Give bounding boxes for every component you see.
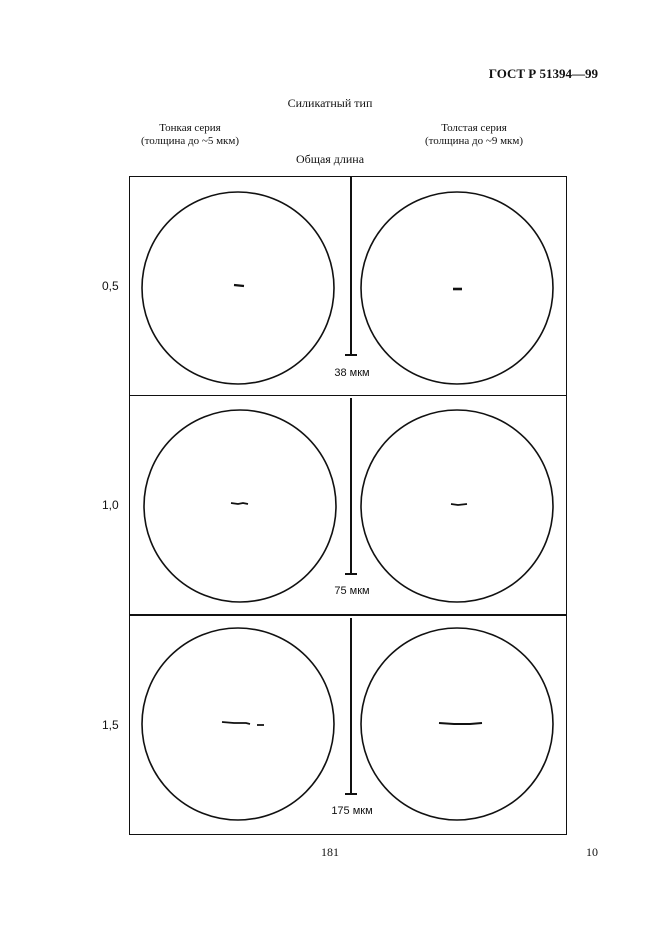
- row-label-1-0: 1,0: [102, 498, 119, 512]
- panel-drawing: [130, 396, 566, 614]
- thick-fiber-mark: [451, 504, 467, 505]
- thick-fiber-mark: [439, 723, 482, 724]
- thick-series-note: (толщина до ~9 мкм): [424, 135, 524, 147]
- thin-series-name: Тонкая серия: [159, 122, 221, 134]
- page-number: 181: [321, 845, 339, 859]
- row-label-1-5: 1,5: [102, 718, 119, 732]
- panel-drawing: [130, 616, 566, 834]
- figure-subtitle: Общая длина: [295, 152, 365, 166]
- thin-fiber-mark: [222, 722, 264, 725]
- thick-series-heading: [384, 122, 564, 148]
- sheet-number: 10: [586, 845, 598, 859]
- thin-field-circle: [142, 628, 334, 820]
- thick-field-circle: [361, 410, 553, 602]
- thick-series-name: Толстая серия: [441, 122, 507, 134]
- panel-row-0-5: [129, 176, 567, 396]
- panel-drawing: [130, 177, 566, 395]
- thin-field-circle: [144, 410, 336, 602]
- figure-title: Силикатный тип: [287, 96, 373, 110]
- scale-label: 38 мкм: [334, 367, 370, 379]
- thin-field-circle: [142, 192, 334, 384]
- row-label-0-5: 0,5: [102, 279, 119, 293]
- scale-label: 75 мкм: [334, 585, 370, 597]
- standard-number: ГОСТ Р 51394—99: [488, 66, 598, 81]
- thin-fiber-mark: [234, 285, 244, 286]
- comparison-grid: [129, 176, 567, 836]
- panel-row-1-5: [129, 615, 567, 835]
- panel-row-1-0: [129, 395, 567, 615]
- thin-fiber-mark: [231, 503, 248, 504]
- thin-series-heading: [100, 122, 280, 148]
- scale-label: 175 мкм: [331, 805, 373, 817]
- thin-series-note: (толщина до ~5 мкм): [140, 135, 240, 147]
